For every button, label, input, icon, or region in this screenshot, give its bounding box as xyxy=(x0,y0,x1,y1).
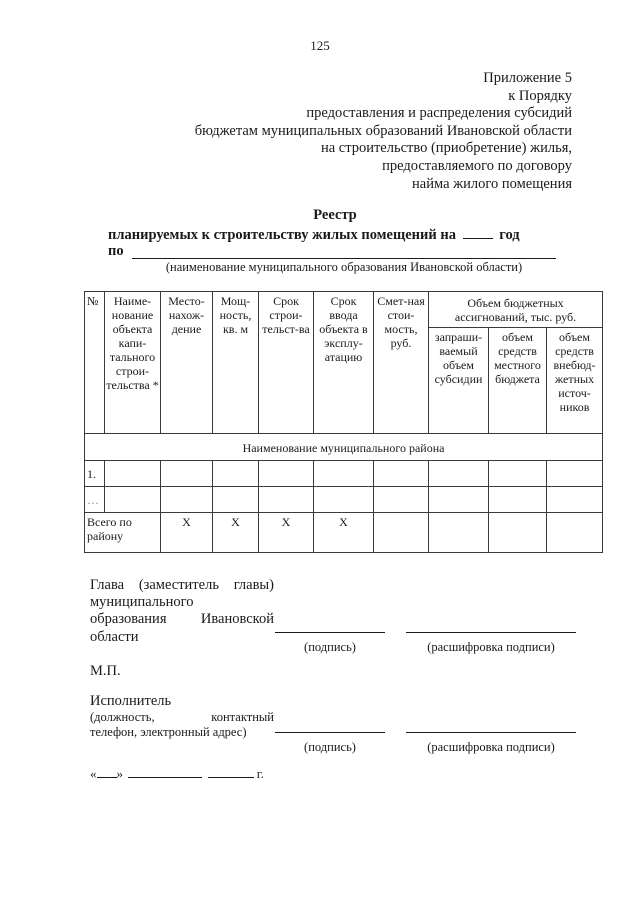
subtitle-text: планируемых к строительству жилых помещений на xyxy=(108,227,456,243)
subtitle-year-label: год xyxy=(499,227,520,243)
executor-line-1 xyxy=(90,710,274,725)
appendix-line: бюджетам муниципальных образований Ивановской области xyxy=(194,122,572,139)
header-row xyxy=(85,292,603,328)
total-estimated-cost[interactable] xyxy=(374,513,429,553)
registry-title: Реестр xyxy=(313,207,357,223)
cell-build-period[interactable] xyxy=(259,461,314,487)
appendix-line: на строительство (приобретение) жилья, xyxy=(320,140,572,157)
cell-capacity[interactable] xyxy=(213,461,259,487)
executor-signature-caption: (подпись) xyxy=(304,740,356,754)
table-row xyxy=(85,487,603,513)
total-capacity: X xyxy=(213,513,259,553)
date-line xyxy=(90,766,264,782)
executor-word: контактный xyxy=(211,710,274,724)
header-extrabudget: объем средств внебюд-жетных источ-ников xyxy=(547,328,603,434)
header-local-budget: объем средств местного бюджета xyxy=(489,328,547,434)
date-close-quote: » xyxy=(116,766,123,781)
head-word: главы) xyxy=(233,577,274,593)
header-num: № xyxy=(85,292,105,434)
head-word: Ивановской xyxy=(200,611,274,628)
cell-local-budget[interactable] xyxy=(489,461,547,487)
cell-commission-date[interactable] xyxy=(314,487,374,513)
head-line-4: области xyxy=(90,628,139,645)
date-year-suffix: г. xyxy=(256,766,264,781)
row-num: 1. xyxy=(85,461,105,487)
total-row xyxy=(85,513,603,553)
stamp-label: М.П. xyxy=(90,663,121,679)
district-name-cell: Наименование муниципального района xyxy=(85,434,603,461)
district-row xyxy=(85,434,603,461)
cell-location[interactable] xyxy=(161,461,213,487)
executor-line-2: телефон, электронный адрес) xyxy=(90,725,247,739)
cell-object-name[interactable] xyxy=(105,461,161,487)
total-build-period: X xyxy=(259,513,314,553)
cell-requested-subsidy[interactable] xyxy=(429,487,489,513)
appendix-line: к Порядку xyxy=(508,87,572,104)
cell-requested-subsidy[interactable] xyxy=(429,461,489,487)
head-signature-field[interactable] xyxy=(275,632,385,633)
total-requested-subsidy[interactable] xyxy=(429,513,489,553)
executor-word: (должность, xyxy=(90,710,155,724)
municipality-name-field[interactable] xyxy=(132,258,556,259)
po-label: по xyxy=(108,243,124,259)
year-blank-field[interactable] xyxy=(463,226,493,239)
cell-capacity[interactable] xyxy=(213,487,259,513)
cell-object-name[interactable] xyxy=(105,487,161,513)
table-row xyxy=(85,461,603,487)
cell-build-period[interactable] xyxy=(259,487,314,513)
cell-local-budget[interactable] xyxy=(489,487,547,513)
total-extrabudget[interactable] xyxy=(547,513,603,553)
head-word: образования xyxy=(90,611,167,628)
header-budget-group: Объем бюджетных ассигнований, тыс. руб. xyxy=(429,292,603,328)
registry-table xyxy=(84,291,603,553)
header-build-period: Срок строи-тельст-ва xyxy=(259,292,314,434)
date-open-quote: « xyxy=(90,766,97,781)
total-local-budget[interactable] xyxy=(489,513,547,553)
cell-location[interactable] xyxy=(161,487,213,513)
head-signature-caption: (подпись) xyxy=(304,640,356,654)
header-capacity: Мощ-ность, кв. м xyxy=(213,292,259,434)
header-location: Место-нахож-дение xyxy=(161,292,213,434)
cell-extrabudget[interactable] xyxy=(547,461,603,487)
cell-extrabudget[interactable] xyxy=(547,487,603,513)
header-estimated-cost: Смет-ная стои-мость, руб. xyxy=(374,292,429,434)
appendix-header xyxy=(195,70,572,193)
page-number: 125 xyxy=(310,38,330,53)
header-commission-date: Срок ввода объекта в эксплу-атацию xyxy=(314,292,374,434)
appendix-line: предоставляемого по договору xyxy=(382,157,572,174)
head-signature-decode-field[interactable] xyxy=(406,632,576,633)
header-object-name: Наиме-нование объекта капи-тального строи-тельства * xyxy=(105,292,161,434)
executor-title: Исполнитель xyxy=(90,693,172,709)
head-line-3 xyxy=(90,611,274,628)
row-num: … xyxy=(85,487,105,513)
executor-signature-field[interactable] xyxy=(275,732,385,733)
appendix-line: предоставления и распределения субсидий xyxy=(306,105,572,122)
cell-estimated-cost[interactable] xyxy=(374,461,429,487)
head-word: (заместитель xyxy=(138,577,219,593)
registry-subtitle xyxy=(108,226,520,244)
total-commission-date: X xyxy=(314,513,374,553)
total-location: X xyxy=(161,513,213,553)
total-label: Всего по району xyxy=(85,513,161,553)
date-day-field[interactable] xyxy=(97,766,117,778)
header-requested-subsidy: запраши-ваемый объем субсидии xyxy=(429,328,489,434)
cell-commission-date[interactable] xyxy=(314,461,374,487)
head-line-1 xyxy=(90,577,274,594)
municipality-caption: (наименование муниципального образования Ивановской области) xyxy=(165,260,523,274)
executor-decode-caption: (расшифровка подписи) xyxy=(427,740,555,754)
head-title-block xyxy=(90,577,274,646)
head-word: Глава xyxy=(90,577,125,593)
appendix-line: найма жилого помещения xyxy=(412,175,572,192)
executor-signature-decode-field[interactable] xyxy=(406,732,576,733)
executor-details xyxy=(90,710,274,740)
cell-estimated-cost[interactable] xyxy=(374,487,429,513)
head-decode-caption: (расшифровка подписи) xyxy=(427,640,555,654)
date-month-field[interactable] xyxy=(128,766,202,778)
head-line-2: муниципального xyxy=(90,594,194,611)
date-year-field[interactable] xyxy=(208,766,254,778)
appendix-line: Приложение 5 xyxy=(483,70,572,86)
